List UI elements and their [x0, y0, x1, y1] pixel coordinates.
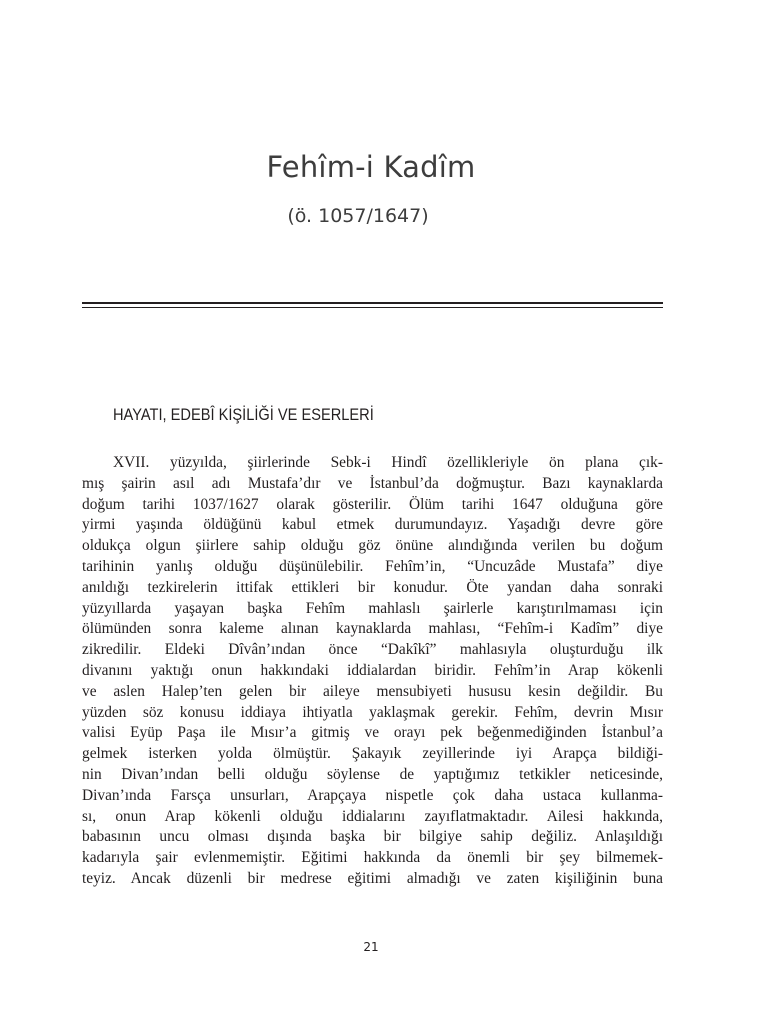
body-line: nin Divan’ından belli olduğu söylense de yaptığımız tetkikler neticesinde, [82, 765, 663, 783]
body-line: oldukça olgun şiirlere sahip olduğu göz önüne alındığında verilen bu doğum [82, 537, 663, 555]
body-line: doğum tarihi 1037/1627 olarak gösterilir. Ölüm tarihi 1647 olduğuna göre [82, 495, 663, 513]
section-heading: HAYATI, EDEBÎ KİŞİLİĞİ VE ESERLERİ [113, 405, 374, 424]
body-line: yüzyıllarda yaşayan başka Fehîm mahlaslı şairlerle karıştırılmaması için [82, 599, 663, 617]
chapter-subtitle: (ö. 1057/1647) [287, 205, 429, 227]
body-line: sı, onun Arap kökenli olduğu iddialarını zayıflatmaktadır. Ailesi hakkında, [82, 807, 663, 825]
body-line: XVII. yüzyılda, şiirlerinde Sebk-i Hindî özellikleriyle ön plana çık- [113, 454, 663, 471]
page-number: 21 [363, 940, 379, 954]
body-line: gelmek isterken yolda ölmüştür. Şakayık zeyillerinde iyi Arapça bildiği- [82, 745, 663, 763]
title-divider-top [82, 302, 663, 304]
body-line: tarihinin yanlış olduğu düşünülebilir. Fehîm’in, “Uncuzâde Mustafa” diye [82, 557, 663, 575]
body-line: valisi Eyüp Paşa ile Mısır’a gitmiş ve orayı pek beğenmediğinden İstanbul’a [82, 724, 663, 742]
body-line: babasının uncu olması dışında başka bir bilgiye sahip değiliz. Anlaşıldığı [82, 828, 663, 846]
body-line: mış şairin asıl adı Mustafa’dır ve İstanbul’da doğmuştur. Bazı kaynaklarda [82, 474, 663, 492]
body-line: yüzden söz konusu iddiaya ihtiyatla yaklaşmak gerekir. Fehîm, devrin Mısır [82, 703, 663, 721]
body-line: divanını yaktığı onun hakkındaki iddialardan biridir. Fehîm’in Arap kökenli [82, 661, 663, 679]
body-line: ölümünden sonra kaleme alınan kaynaklarda mahlası, “Fehîm-i Kadîm” diye [82, 620, 663, 638]
body-line: kadarıyla şair evlenmemiştir. Eğitimi hakkında da önemli bir şey bilmemek- [82, 849, 663, 867]
title-divider-bottom [82, 307, 663, 308]
body-line: anıldığı tezkirelerin ittifak ettikleri bir konudur. Öte yandan daha sonraki [82, 578, 663, 596]
body-line: yirmi yaşında öldüğünü kabul etmek durumundayız. Yaşadığı devre göre [82, 516, 663, 534]
body-line: Divan’ında Farsça unsurları, Arapçaya nispetle çok daha ustaca kullanma- [82, 786, 663, 804]
body-line: ve aslen Halep’ten gelen bir aileye mensubiyeti hususu kesin değildir. Bu [82, 682, 663, 700]
chapter-title: Fehîm-i Kadîm [266, 150, 476, 184]
body-line: zikredilir. Eldeki Dîvân’ından önce “Dakîkî” mahlasıyla oluşturduğu ilk [82, 641, 663, 659]
body-paragraph [82, 453, 663, 890]
body-line: teyiz. Ancak düzenli bir medrese eğitimi almadığı ve zaten kişiliğinin buna [82, 869, 663, 887]
